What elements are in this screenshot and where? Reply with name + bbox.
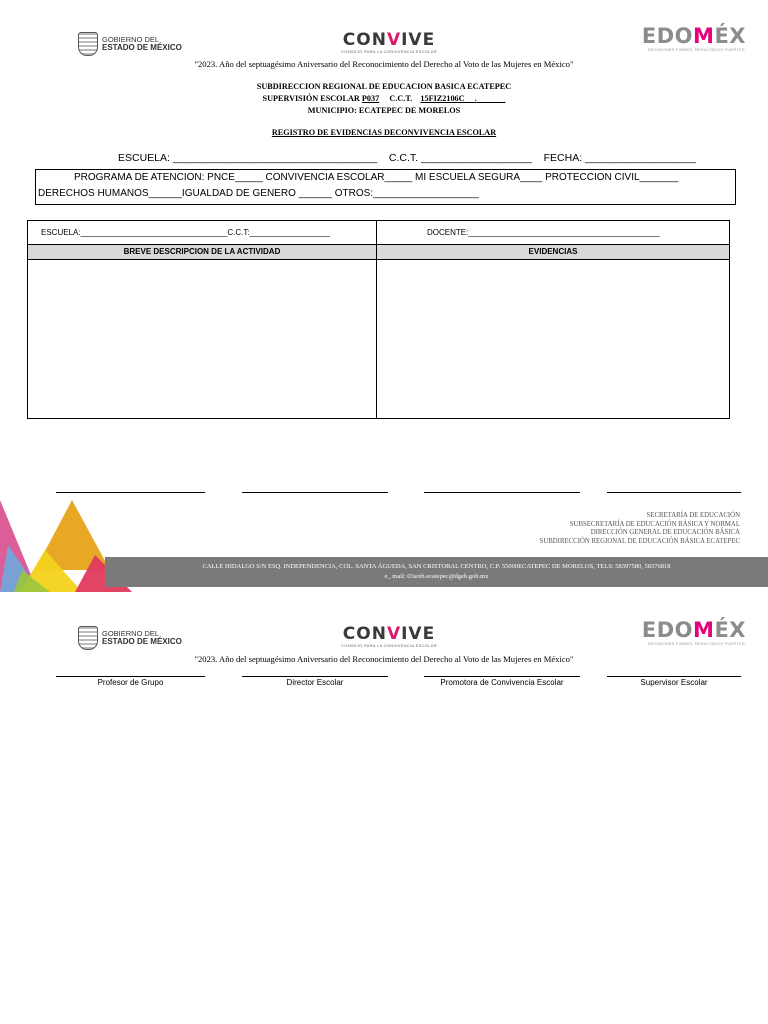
signature-line-upper-2 — [242, 492, 388, 493]
escuela-field[interactable]: ESCUELA: ___________________________________ — [118, 152, 378, 164]
signature-line-director — [242, 676, 388, 677]
edomex-logo-2 — [616, 619, 746, 646]
footer-org-line3: DIRECCIÓN GENERAL DE EDUCACIÓN BÁSICA — [590, 529, 740, 536]
signature-line-upper-3 — [424, 492, 580, 493]
convive-logo-text: CONVIVE — [342, 30, 436, 50]
subdireccion-title: SUBDIRECCION REGIONAL DE EDUCACION BASICA ECATEPEC — [256, 82, 512, 91]
program-line-1[interactable]: PROGRAMA DE ATENCION: PNCE_____ CONVIVENCIA ESCOLAR_____ MI ESCUELA SEGURA____ PROTECCION CIVIL_______ — [74, 172, 679, 183]
gob-logo-line2-2: ESTADO DE MÉXICO — [102, 637, 182, 646]
signature-line-upper-1 — [56, 492, 205, 493]
footer-org-line4: SUBDIRECCIÓN REGIONAL DE EDUCACIÓN BÁSICA ECATEPEC — [539, 537, 740, 545]
state-seal-icon — [78, 32, 98, 56]
convive-logo-2 — [322, 625, 456, 648]
gobierno-logo — [78, 32, 182, 56]
motto-2: "2023. Año del septuagésimo Aniversario del Reconocimiento del Derecho al Voto de las Mujeres en México" — [194, 654, 574, 664]
signature-label-director: Director Escolar — [286, 678, 344, 687]
table-header-descripcion: BREVE DESCRIPCION DE LA ACTIVIDAD — [27, 244, 377, 260]
municipio-line: MUNICIPIO: ECATEPEC DE MORELOS — [307, 106, 461, 115]
cct-label: C.C.T. — [389, 94, 413, 103]
state-seal-icon-2 — [78, 626, 98, 650]
program-box — [35, 169, 736, 205]
signature-label-promotora: Promotora de Convivencia Escolar — [440, 678, 564, 687]
convive-logo-subtitle-2: CONSEJO PARA LA CONVIVENCIA ESCOLAR — [341, 643, 437, 648]
footer-email[interactable]: e_ mail: 03sreb.ecatepec@dgeb.gob.mx — [384, 572, 489, 580]
registro-title: REGISTRO DE EVIDENCIAS DECONVIVENCIA ESCOLAR — [271, 128, 497, 137]
signature-line-promotora — [424, 676, 580, 677]
signature-line-profesor — [56, 676, 205, 677]
signature-line-supervisor — [607, 676, 741, 677]
gob-logo-line1-2: GOBIERNO DEL — [102, 629, 160, 638]
cct-suffix: . — [474, 94, 477, 103]
footer-org-block — [400, 512, 740, 546]
supervision-line — [150, 94, 618, 103]
footer-org-line2: SUBSECRETARÍA DE EDUCACIÓN BÁSICA Y NORMAL — [569, 520, 740, 528]
motto: "2023. Año del septuagésimo Aniversario del Reconocimiento del Derecho al Voto de las Mujeres en México" — [194, 59, 574, 69]
program-line-2[interactable]: DERECHOS HUMANOS______IGUALDAD DE GENERO ______ OTROS:___________________ — [38, 188, 479, 199]
footer-address: CALLE HIDALGO S/N ESQ. INDEPENDENCIA, COL. SANTA ÁGUEDA, SAN CRISTOBAL CENTRO, C.P. 55000ECATEPEC DE MORELOS, TELS: 58397580, 58376818 — [202, 563, 671, 570]
edomex-logo-subtitle: DECISIONES FIRMES, RESULTADOS FUERTES. — [647, 47, 746, 52]
evidencias-area[interactable] — [376, 259, 730, 419]
edomex-logo — [616, 25, 746, 52]
signature-label-supervisor: Supervisor Escolar — [640, 678, 708, 687]
table-docente-cell — [376, 220, 730, 245]
table-escuela-cell — [27, 220, 377, 245]
cct-field[interactable]: C.C.T. ___________________ — [388, 152, 532, 164]
table-escuela-cct[interactable]: ESCUELA:_________________________________C.C.T:__________________ — [41, 228, 330, 237]
descripcion-area[interactable] — [27, 259, 377, 419]
supervision-value: P037 — [361, 94, 380, 103]
form-header-line — [118, 152, 718, 164]
table-docente[interactable]: DOCENTE:___________________________________________ — [427, 228, 660, 237]
gob-logo-line1: GOBIERNO DEL — [102, 35, 160, 44]
convive-logo-text-2: CONVIVE — [342, 624, 436, 644]
edomex-logo-text-2: EDOMÉX — [641, 618, 746, 642]
edomex-logo-subtitle-2: DECISIONES FIRMES, RESULTADOS FUERTES. — [647, 641, 746, 646]
evidence-table — [27, 220, 730, 419]
fecha-field[interactable]: FECHA: ___________________ — [543, 152, 697, 164]
convive-logo-subtitle: CONSEJO PARA LA CONVIVENCIA ESCOLAR — [341, 49, 437, 54]
cct-value: 15FIZ2106C — [420, 94, 465, 103]
gobierno-logo-2 — [78, 626, 182, 650]
supervision-label: SUPERVISIÓN ESCOLAR — [262, 94, 360, 103]
footer-address-band — [105, 557, 768, 587]
gob-logo-line2: ESTADO DE MÉXICO — [102, 43, 182, 52]
convive-logo — [322, 31, 456, 54]
footer-org-line1: SECRETARÍA DE EDUCACIÓN — [646, 512, 740, 519]
edomex-logo-text: EDOMÉX — [641, 24, 746, 48]
table-header-evidencias: EVIDENCIAS — [376, 244, 730, 260]
signature-label-profesor: Profesor de Grupo — [97, 678, 164, 687]
signature-line-upper-4 — [607, 492, 741, 493]
